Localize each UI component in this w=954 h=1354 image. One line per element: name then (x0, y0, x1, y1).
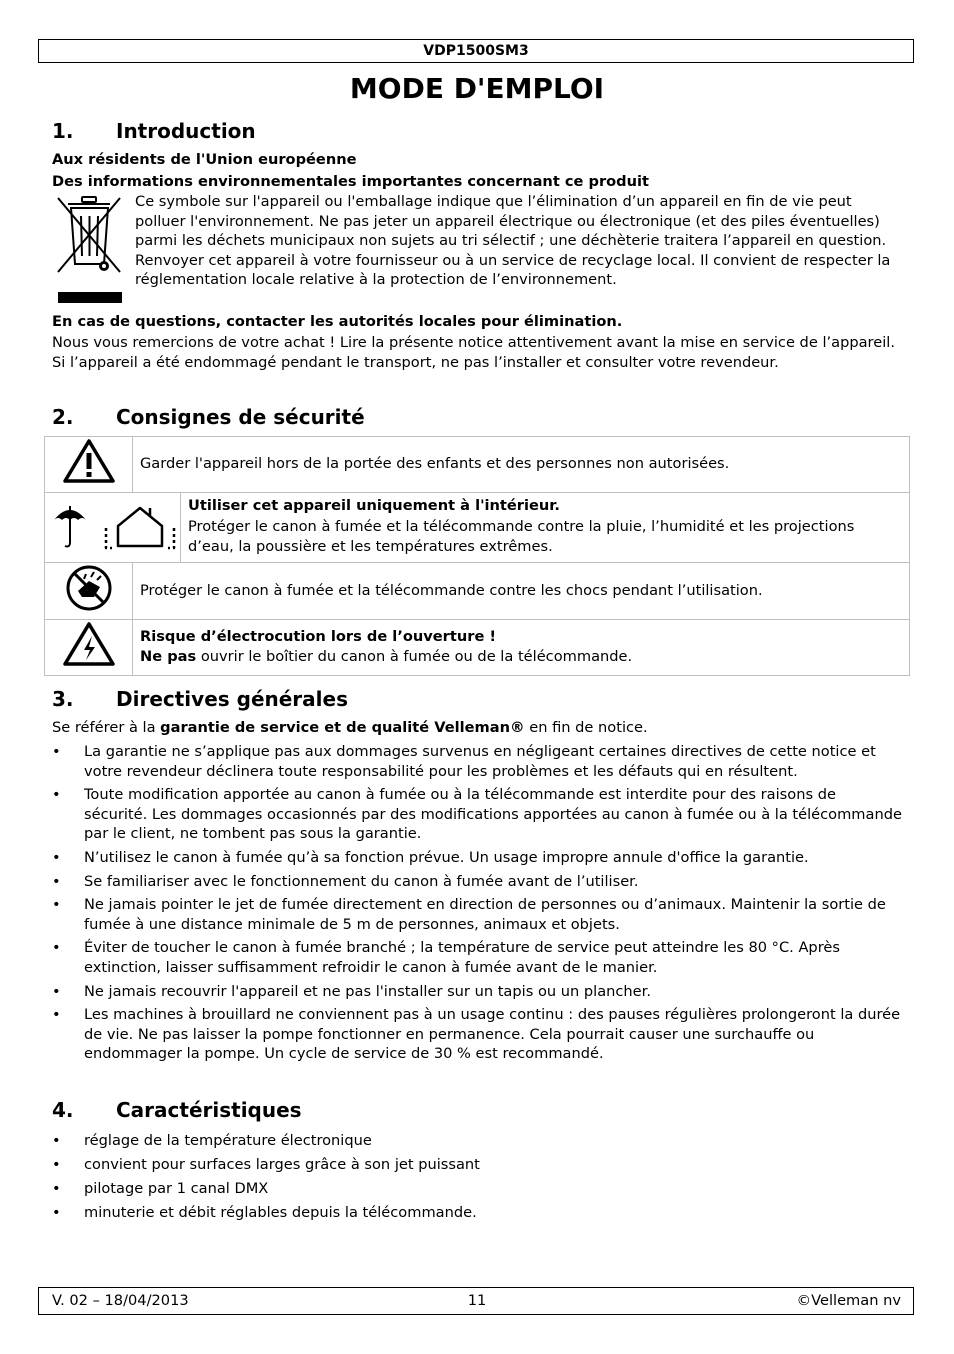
list-item: • Ne jamais pointer le jet de fumée directement en direction de personnes ou d’animaux. Maintenir la sortie de fumée à une distance minimale de 5 m de personnes, animaux et objets. (52, 896, 886, 933)
page-footer (38, 1287, 914, 1315)
features-list (52, 1131, 902, 1223)
warranty-reference: Se référer à la garantie de service et de qualité Velleman® en fin de notice. (52, 719, 648, 736)
list-item: • Ne jamais recouvrir l'appareil et ne pas l'installer sur un tapis ou un plancher. (52, 982, 651, 1000)
indoor-use-warning: Utiliser cet appareil uniquement à l'intérieur. (188, 497, 560, 515)
electric-hazard-icon (61, 620, 117, 668)
indoor-house-icon (106, 508, 174, 548)
section-title: Directives générales (116, 687, 348, 711)
icon-cell (45, 492, 181, 562)
do-not-open-text: Ne pas ouvrir le boîtier du canon à fumée ou de la télécommande. (140, 648, 633, 666)
model-header: VDP1500SM3 (38, 39, 914, 63)
eu-residents-label: Aux résidents de l'Union européenne (52, 151, 357, 168)
icon-cell (45, 562, 133, 620)
umbrella-icon (54, 506, 86, 547)
section-introduction-heading (52, 118, 256, 144)
crossed-out-wheeled-bin-icon (52, 194, 126, 306)
thanks-paragraph: Nous vous remercions de votre achat ! Lire la présente notice attentivement avant la mise en service de l’appareil. Si l’appareil a été endommagé pendant le transport, ne pas l’installer et consulter votre revendeur. (52, 334, 895, 371)
section-features-heading (52, 1097, 302, 1123)
page-number: 11 (467, 1292, 487, 1309)
section-title: Introduction (116, 119, 256, 143)
section-title: Consignes de sécurité (116, 405, 365, 429)
list-item: • réglage de la température électronique (52, 1132, 372, 1149)
list-item: • Toute modification apportée au canon à fumée ou à la télécommande est interdite pour des raisons de sécurité. Les dommages occasionnés par des modifications apportées au canon à fumée ou à la télécommande par le client, ne tombent pas sous la garantie. (52, 786, 902, 843)
warning-triangle-icon (61, 437, 117, 485)
section-safety-heading (52, 404, 365, 430)
list-item: • La garantie ne s’applique pas aux dommages survenus en négligeant certaines directives de cette notice et votre revendeur déclinera toute responsabilité pour les problèmes et les défauts qui en résultent. (52, 743, 876, 780)
general-guidelines-list (52, 742, 902, 1064)
env-info-label: Des informations environnementales importantes concernant ce produit (52, 173, 649, 190)
section-number: 2. (52, 405, 74, 429)
section-number: 1. (52, 119, 74, 143)
protection-text: Protéger le canon à fumée et la télécommande contre la pluie, l’humidité et les projections d’eau, la poussière et les températures extrêmes. (188, 517, 855, 556)
list-item: • pilotage par 1 canal DMX (52, 1180, 269, 1198)
weee-disposal-text: Ce symbole sur l'appareil ou l'emballage indique que l’élimination d’un appareil en fin de vie peut polluer l'environnement. Ne pas jeter un appareil électrique ou électronique (et des piles éventuelles) parmi les déchets municipaux non sujets au tri sélectif ; une déchèterie traitera l’appareil en question. Renvoyer cet appareil à votre fournisseur ou à un service de recyclage local. Il convient de respecter la réglementation locale relative à la protection de l’environnement. (135, 193, 891, 289)
electrocution-warning: Risque d’électrocution lors de l’ouverture ! (140, 627, 497, 645)
text-cell (181, 492, 910, 562)
safety-row (45, 437, 910, 493)
text-cell: Garder l'appareil hors de la portée des enfants et des personnes non autorisées. (133, 437, 910, 493)
safety-row (45, 492, 910, 562)
version-label: V. 02 – 18/04/2013 (52, 1292, 189, 1309)
list-item: • Les machines à brouillard ne conviennent pas à un usage continu : des pauses régulières prolongeront la durée de vie. Ne pas laisser la pompe fonctionner en permanence. Cela pourrait causer une surchauffe ou endommager la pompe. Un cycle de service de 30 % est recommandé. (52, 1006, 901, 1063)
page-title: MODE D'EMPLOI (349, 72, 605, 105)
no-shock-icon (64, 563, 114, 613)
list-item: • convient pour surfaces larges grâce à son jet puissant (52, 1156, 480, 1174)
section-number: 3. (52, 687, 74, 711)
section-number: 4. (52, 1098, 74, 1122)
text-cell (133, 620, 910, 676)
safety-row (45, 562, 910, 620)
list-item: • minuterie et débit réglables depuis la télécommande. (52, 1204, 477, 1222)
list-item: • Se familiariser avec le fonctionnement du canon à fumée avant de l’utiliser. (52, 872, 639, 890)
questions-notice: En cas de questions, contacter les autorités locales pour élimination. (52, 313, 623, 330)
safety-row (45, 620, 910, 676)
icon-cell (45, 620, 133, 676)
icon-cell (45, 437, 133, 493)
list-item: • Éviter de toucher le canon à fumée branché ; la température de service peut atteindre les 80 °C. Après extinction, laisser suffisamment refroidir le canon à fumée avant de le manier. (52, 939, 840, 976)
section-general-heading (52, 686, 348, 712)
text-cell: Protéger le canon à fumée et la télécommande contre les chocs pendant l’utilisation. (133, 562, 910, 620)
section-title: Caractéristiques (116, 1098, 302, 1122)
copyright-label: ©Velleman nv (796, 1292, 901, 1309)
safety-table (44, 436, 910, 676)
list-item: • N’utilisez le canon à fumée qu’à sa fonction prévue. Un usage impropre annule d'office la garantie. (52, 848, 809, 866)
umbrella-indoor-icons (48, 496, 178, 552)
